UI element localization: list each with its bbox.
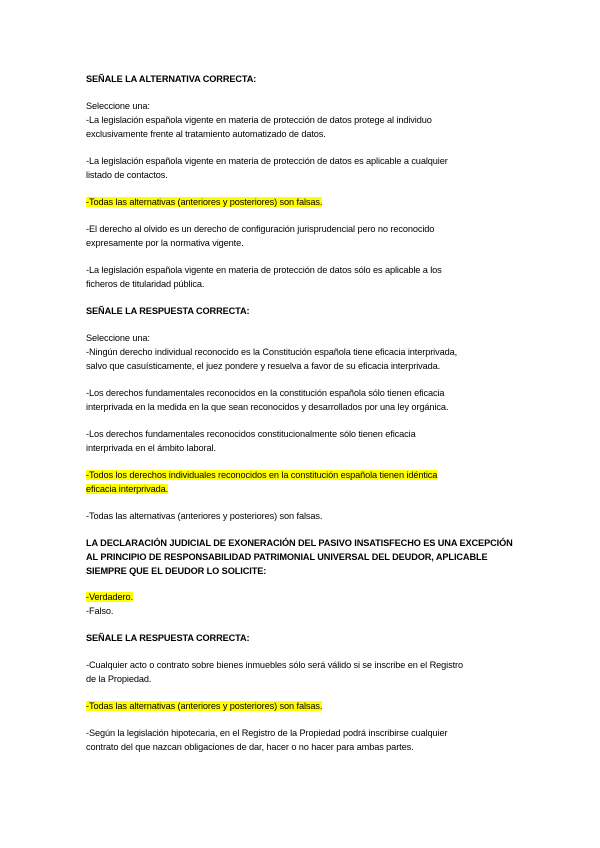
q4-option-1-line-1: -Cualquier acto o contrato sobre bienes inmuebles sólo será válido si se inscribe en el Registro [86, 660, 463, 670]
q2-option-3-line-2: interprivada en el ámbito laboral. [86, 443, 216, 453]
question-3-heading-line-2: AL PRINCIPIO DE RESPONSABILIDAD PATRIMONIAL UNIVERSAL DEL DEUDOR, APLICABLE [86, 552, 488, 562]
q1-option-5-line-2: ficheros de titularidad pública. [86, 279, 205, 289]
q1-option-5-line-1: -La legislación española vigente en materia de protección de datos sólo es aplicable a los [86, 265, 442, 275]
q1-option-1-line-2: exclusivamente frente al tratamiento automatizado de datos. [86, 129, 326, 139]
question-2-heading: SEÑALE LA RESPUESTA CORRECTA: [86, 306, 250, 316]
q1-option-3-highlighted: -Todas las alternativas (anteriores y posteriores) son falsas. [86, 197, 323, 207]
question-3-heading-line-1: LA DECLARACIÓN JUDICIAL DE EXONERACIÓN DEL PASIVO INSATISFECHO ES UNA EXCEPCIÓN [86, 538, 513, 548]
q4-option-1-line-2: de la Propiedad. [86, 674, 152, 684]
q1-option-2-line-1: -La legislación española vigente en materia de protección de datos es aplicable a cualquier [86, 156, 448, 166]
q2-option-2-line-1: -Los derechos fundamentales reconocidos en la constitución española sólo tienen eficacia [86, 388, 445, 398]
question-2-prompt: Seleccione una: [86, 333, 150, 343]
q4-option-3-line-2: contrato del que nazcan obligaciones de dar, hacer o no hacer para ambas partes. [86, 742, 414, 752]
q2-option-1-line-1: -Ningún derecho individual reconocido es la Constitución española tiene eficacia interprivada, [86, 347, 458, 357]
question-3-heading-line-3: SIEMPRE QUE EL DEUDOR LO SOLICITE: [86, 566, 267, 576]
q3-option-true-highlighted: -Verdadero. [86, 592, 133, 602]
q3-option-false: -Falso. [86, 606, 114, 616]
q1-option-2-line-2: listado de contactos. [86, 170, 168, 180]
q2-option-3-line-1: -Los derechos fundamentales reconocidos constitucionalmente sólo tienen eficacia [86, 429, 416, 439]
question-4-heading: SEÑALE LA RESPUESTA CORRECTA: [86, 633, 250, 643]
question-1-heading: SEÑALE LA ALTERNATIVA CORRECTA: [86, 74, 257, 84]
document-body [86, 72, 526, 754]
q2-option-5: -Todas las alternativas (anteriores y posteriores) son falsas. [86, 511, 323, 521]
q4-option-3-line-1: -Según la legislación hipotecaria, en el Registro de la Propiedad podrá inscribirse cualquier [86, 728, 448, 738]
q2-option-1-line-2: salvo que casuísticamente, el juez pondere y resuelva a favor de su eficacia interprivada. [86, 361, 441, 371]
q2-option-2-line-2: interprivada en la medida en la que sean reconocidos y desarrollados por una ley orgánica. [86, 402, 449, 412]
q1-option-4-line-2: expresamente por la normativa vigente. [86, 238, 244, 248]
q1-option-4-line-1: -El derecho al olvido es un derecho de configuración jurisprudencial pero no reconocido [86, 224, 435, 234]
q4-option-2-highlighted: -Todas las alternativas (anteriores y posteriores) son falsas. [86, 701, 323, 711]
q2-option-4-highlighted-line-2: eficacia interprivada. [86, 484, 169, 494]
q2-option-4-highlighted-line-1: -Todos los derechos individuales reconocidos en la constitución española tienen idéntica [86, 470, 438, 480]
q1-option-1-line-1: -La legislación española vigente en materia de protección de datos protege al individuo [86, 115, 432, 125]
question-1-prompt: Seleccione una: [86, 101, 150, 111]
